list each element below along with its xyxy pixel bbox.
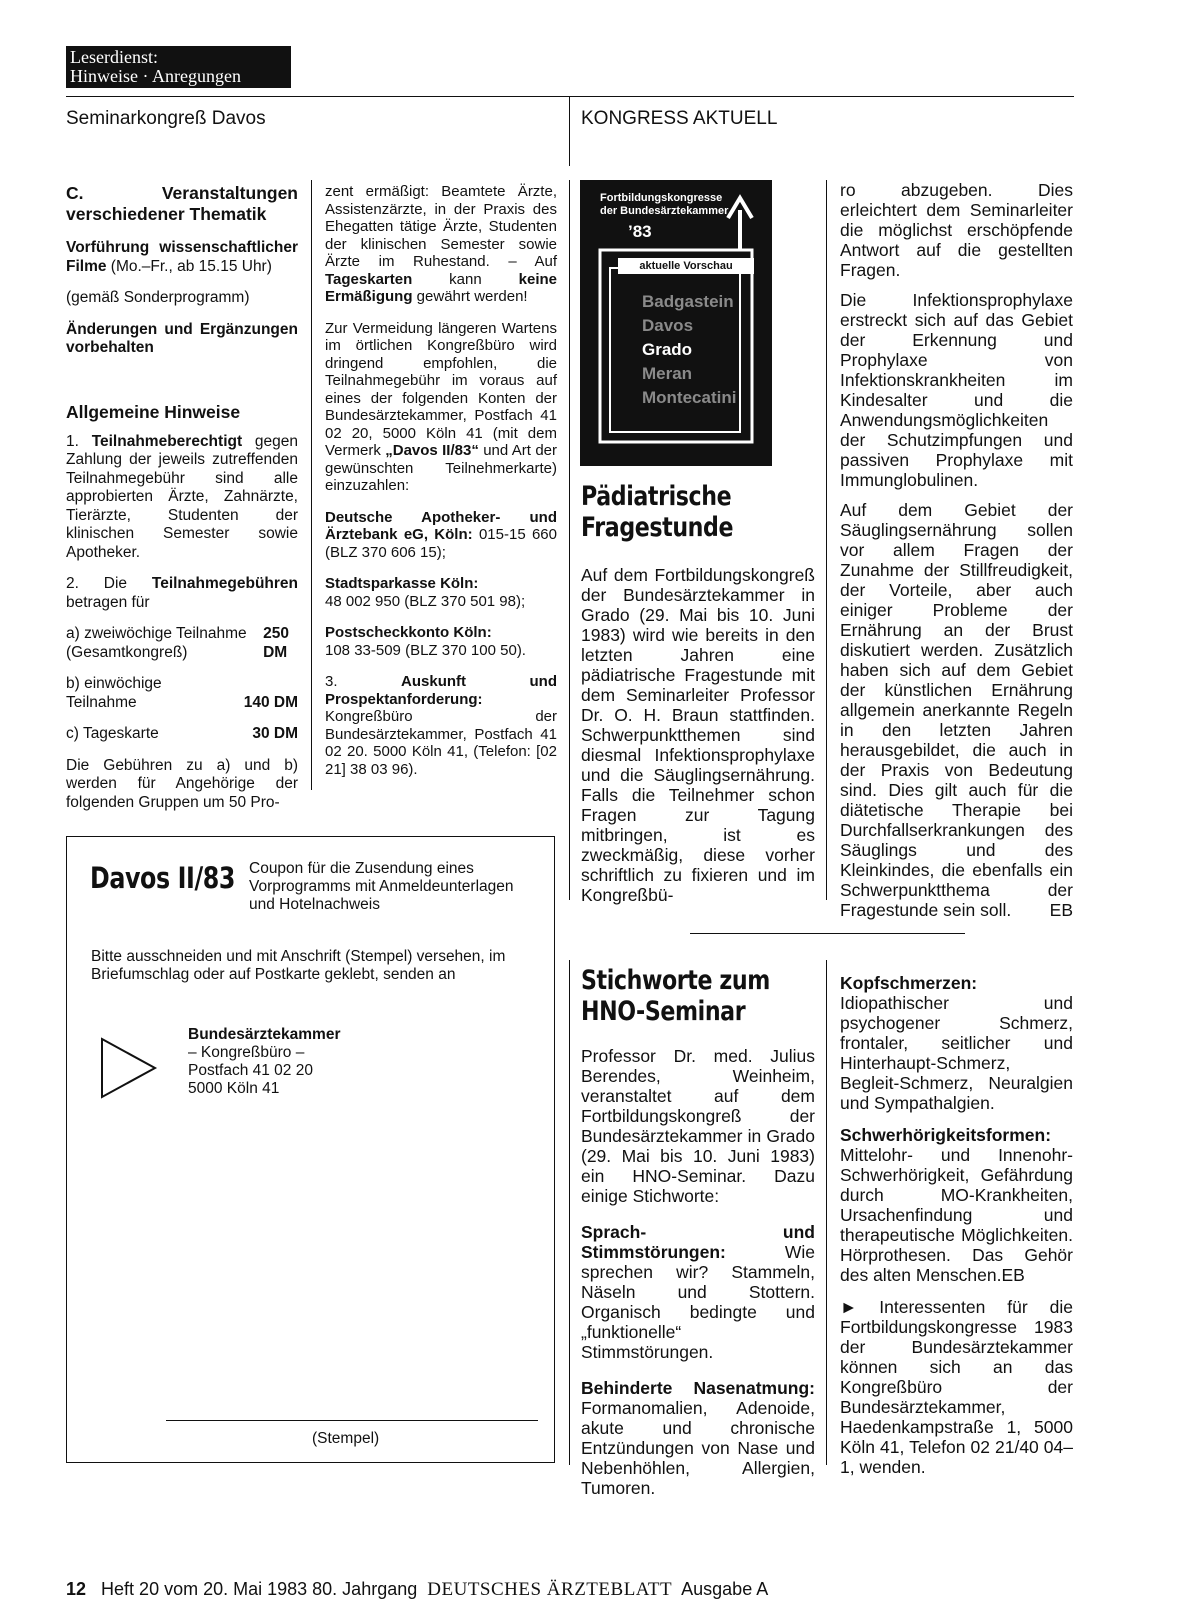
article-separator (690, 933, 965, 934)
heading-allgemeine-hinweise: Allgemeine Hinweise (66, 401, 241, 422)
promo-caption: Fortbildungskongresse der Bundesärztekammer (600, 192, 729, 217)
column-1 (66, 183, 298, 825)
column-divider-1 (311, 180, 312, 790)
hno-headline-1: Stichworte zum (581, 965, 770, 996)
promo-place-meran: Meran (642, 364, 693, 383)
hno-column-1 (581, 1046, 815, 1508)
address-line-3: Postfach 41 02 20 (188, 1062, 313, 1079)
coupon-box (66, 836, 555, 1463)
sonderprogramm: (gemäß Sonderprogramm) (66, 289, 250, 306)
send-arrow-icon (99, 1036, 159, 1100)
column-divider-2 (569, 180, 570, 900)
bank-account-2: Stadtsparkasse Köln: 48 002 950 (BLZ 370 501 98); (325, 575, 526, 610)
address-line-2: – Kongreßbüro – (188, 1044, 305, 1061)
address-line-4: 5000 Köln 41 (188, 1080, 280, 1097)
bank-account-3: Postscheckkonto Köln: 108 33-509 (BLZ 370 100 50). (325, 624, 526, 659)
hno-kopfschmerzen: Kopfschmerzen: Idiopathischer und psychogener Schmerz, frontaler, seitlicher und Hinterhaupt-Schmerz, Begleit-Schmerz, Neuralgien und Sympathalgien. (840, 973, 1073, 1113)
column-divider-4 (569, 960, 570, 1465)
promo-places-list (642, 290, 736, 410)
aenderungen-note: Änderungen und Ergänzungen vorbehalten (66, 320, 298, 356)
ermaessigung-paragraph: Die Gebühren zu a) und b) werden für Angehörige der folgenden Gruppen um 50 Pro- (66, 756, 298, 811)
ermaessigung-continued: zent ermäßigt: Beamtete Ärzte, Assistenzärzte, in der Praxis des Ehegatten tätige Ärzte, Studenten der klinischen Semester sowie Ärzte im Ruhestand. – Auf Tageskarten kann keine Ermäßigung gewährt werden! (325, 183, 557, 305)
promo-place-badgastein: Badgastein (642, 292, 734, 311)
masthead-line1: Leserdienst: (70, 47, 158, 67)
column-divider-3 (826, 180, 827, 900)
hno-headline-2: HNO-Seminar (581, 996, 746, 1027)
promo-year: ’83 (628, 222, 652, 241)
journal-name: DEUTSCHES ÄRZTEBLATT (427, 1579, 673, 1600)
bank-account-1: Deutsche Apotheker- und Ärztebank eG, Köln: 015-15 660 (BLZ 370 606 15); (325, 508, 557, 561)
section-right: KONGRESS AKTUELL (581, 108, 778, 129)
column-2 (325, 183, 557, 792)
hno-hint: ► Interessenten für die Fortbildungskongresse 1983 der Bundesärztekammer können sich an das Kongreßbüro der Bundesärztekammer, Haedenkampstraße 1, 5000 Köln 41, Telefon 02 21/40 04–1, wenden. (840, 1297, 1073, 1477)
stamp-line (166, 1420, 538, 1421)
fee-row-b: b) einwöchige Teilnahme 140 DM (66, 675, 298, 711)
film-paragraph: Vorführung wissenschaftlicher Filme (Mo.–Fr., ab 15.15 Uhr) (66, 239, 298, 275)
issue-info: Heft 20 vom 20. Mai 1983 80. Jahrgang (101, 1579, 418, 1599)
page-number: 12 (66, 1579, 87, 1599)
hno-column-2 (840, 973, 1073, 1487)
hno-sprachstoerungen: Sprach- und Stimmstörungen: Wie sprechen wir? Stammeln, Näseln und Stottern. Organisch bedingte und „funktionelle“ Stimmstörungen. (581, 1222, 815, 1362)
pointer-arrow-icon: ► (840, 1297, 858, 1317)
header-rule (66, 96, 1074, 97)
page-footer (66, 1579, 768, 1601)
edition: Ausgabe A (681, 1579, 769, 1599)
coupon-instruction: Bitte ausschneiden und mit Anschrift (Stempel) versehen, im Briefumschlag oder auf Postkarte geklebt, senden an (91, 948, 506, 983)
section-left: Seminarkongreß Davos (66, 108, 266, 129)
heading-veranstaltungen: C. Veranstaltungen verschiedener Thematik (66, 183, 298, 224)
masthead-line2: Hinweise · Anregungen (70, 66, 241, 86)
paed-headline-1: Pädiatrische (581, 481, 732, 512)
fee-row-c: c) Tageskarte 30 DM (66, 725, 298, 742)
masthead (66, 46, 291, 88)
promo-place-grado: Grado (642, 340, 693, 359)
coupon-title: Davos II/83 (90, 861, 236, 895)
address-name: Bundesärztekammer (188, 1026, 341, 1043)
paed-col4-p1: ro abzugeben. Dies erleichtert dem Seminarleiter die möglichst erschöpfende Antwort auf die gestellten Fragen. (840, 180, 1073, 280)
promo-place-davos: Davos (642, 316, 694, 335)
congress-promo-graphic (580, 180, 772, 466)
paed-continued (840, 180, 1073, 930)
header-divider (569, 96, 570, 166)
promo-badge: aktuelle Vorschau (618, 258, 754, 274)
coupon-address (188, 1026, 340, 1098)
paed-headline-2: Fragestunde (581, 512, 734, 543)
hno-intro: Professor Dr. med. Julius Berendes, Weinheim, veranstaltet auf dem Fortbildungskongreß der Bundesärztekammer in Grado (29. Mai bis 10. Juni 1983) ein HNO-Seminar. Dazu einige Stichworte: (581, 1046, 815, 1206)
teilnahmeberechtigt-paragraph: 1. Teilnahmeberechtigt gegen Zahlung der jeweils zutreffenden Teilnahmegebühr sind alle approbierten Ärzte, Zahnärzte, Tierärzte, Studenten der klinischen Semester sowie Apotheker. (66, 432, 298, 561)
paed-body: Auf dem Fortbildungskongreß der Bundesärztekammer in Grado (29. Mai bis 10. Juni 1983) wird wie bereits in den letzten Jahren eine pädiatrische Fragestunde mit dem Seminarleiter Professor Dr. O. H. Braun stattfinden. Schwerpunktthemen sind diesmal Infektionsprophylaxe und die Säuglingsernährung. Falls die Teilnehmer schon Fragen zur Tagung mitbringen, ist es zweckmäßig, diese vorher schriftlich zu fixieren und im Kongreßbü- (581, 565, 815, 905)
gebuehren-paragraph: 2. Die Teilnahmegebühren betragen für (66, 575, 298, 611)
stamp-label: (Stempel) (312, 1430, 380, 1447)
coupon-description: Coupon für die Zusendung eines Vorprogramms mit Anmeldeunterlagen und Hotelnachweis (249, 860, 514, 913)
column-divider-5 (826, 960, 827, 1465)
paed-col4-p2: Die Infektionsprophylaxe erstreckt sich auf das Gebiet der Erkennung und Prophylaxe von Infektionskrankheiten im Kindesalter und die Anwendungsmöglichkeiten der Schutzimpfungen und passiven Prophylaxe mit Immunglobulinen. (840, 290, 1073, 490)
paed-col4-p3: Auf dem Gebiet der Säuglingsernährung sollen vor allem Fragen der Zunahme der Stillfreudigkeit, der Vorteile, aber auch einiger Probleme der Ernährung an der Brust diskutiert werden. Zusätzlich haben sich auf dem Gebiet der künstlichen Ernährung allgemein anerkannte Regeln in den letzten Jahren herausgebildet, die auch in der Praxis von Bedeutung sind. Dies gilt auch für die diätetische Therapie bei Durchfallserkrankungen des Säuglings und des Kleinkindes, die ebenfalls ein Schwerpunktthema der Fragestunde sein soll. EB (840, 500, 1073, 920)
auskunft-paragraph: 3. Auskunft und Prospektanforderung: Kongreßbüro der Bundesärztekammer, Postfach 41 02 20. 5000 Köln 41, (Telefon: [02 21] 38 03 96). (325, 673, 557, 778)
hno-nasenatmung: Behinderte Nasenatmung: Formanomalien, Adenoide, akute und chronische Entzündungen von Nase und Nebenhöhlen, Allergien, Tumoren. (581, 1378, 815, 1498)
promo-place-montecatini: Montecatini (642, 388, 737, 407)
fee-row-a: a) zweiwöchige Teilnahme (Gesamtkongreß) 250 DM (66, 625, 289, 661)
zahlung-paragraph: Zur Vermeidung längeren Wartens im örtlichen Kongreßbüro wird dringend empfohlen, die Teilnahmegebühr im voraus auf eines der folgenden Konten der Bundesärztekammer, Postfach 41 02 20, 5000 Köln 41 (mit dem Vermerk „Davos II/83“ und Art der gewünschten Teilnehmerkarte) einzuzahlen: (325, 319, 557, 494)
hno-schwerhoerigkeit: Schwerhörigkeitsformen: Mittelohr- und Innenohr-Schwerhörigkeit, Gefährdung durch MO-Krankheiten, Ursachenfindung und therapeutische Möglichkeiten. Hörprothesen. Das Gehör des alten Menschen.EB (840, 1125, 1073, 1285)
